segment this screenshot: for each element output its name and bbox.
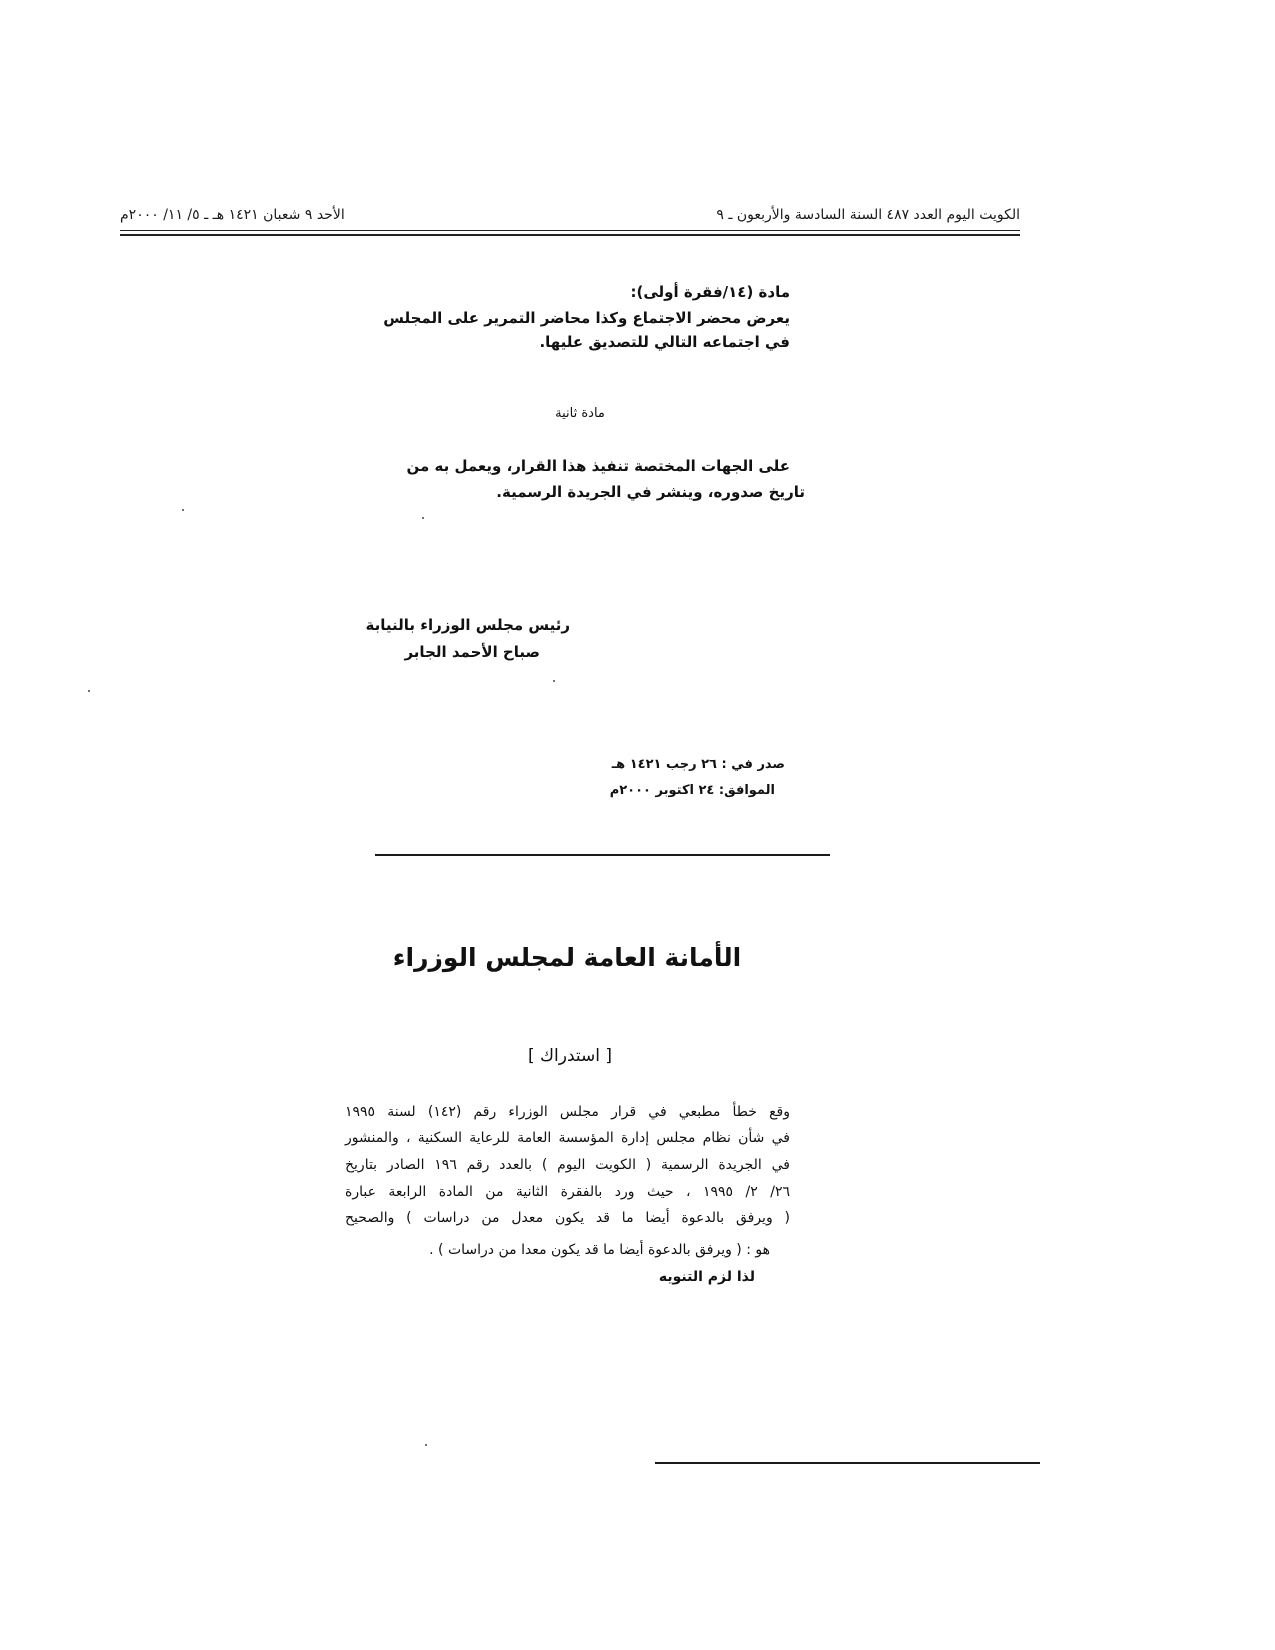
- issued-hijri-date: صدر في : ٢٦ رجب ١٤٢١ هـ: [611, 757, 785, 772]
- issued-gregorian-date: الموافق: ٢٤ اكتوبر ٢٠٠٠م: [609, 783, 775, 798]
- scan-speck: [182, 509, 184, 511]
- correction-line: وقع خطأ مطبعي في قرار مجلس الوزراء رقم (١٤٢) لسنة ١٩٩٥: [345, 1104, 790, 1120]
- article-two-heading: مادة ثانية: [555, 406, 605, 421]
- header-date: الأحد ٩ شعبان ١٤٢١ هـ ـ ٥/ ١١/ ٢٠٠٠م: [120, 207, 345, 223]
- correction-line: ٢٦/ ٢/ ١٩٩٥ ، حيث ورد بالفقرة الثانية من المادة الرابعة عبارة: [345, 1184, 790, 1200]
- scan-speck: [422, 517, 424, 519]
- header-rule: [120, 230, 1020, 236]
- article-two-line: على الجهات المختصة تنفيذ هذا القرار، ويعمل به من: [406, 457, 790, 475]
- article-one-line: يعرض محضر الاجتماع وكذا محاضر التمرير على المجلس: [383, 309, 790, 327]
- correction-line: ( ويرفق بالدعوة أيضا ما قد يكون معدل من دراسات ) والصحيح: [345, 1210, 790, 1226]
- header-issue: الكويت اليوم العدد ٤٨٧ السنة السادسة والأربعون ـ ٩: [716, 207, 1020, 223]
- scan-speck: [425, 1444, 427, 1446]
- correction-heading: [ استدراك ]: [527, 1046, 613, 1066]
- bottom-rule: [655, 1462, 1040, 1464]
- scan-speck: [553, 680, 555, 682]
- signature-title: رئيس مجلس الوزراء بالنيابة: [365, 616, 570, 634]
- article-one-line: في اجتماعه التالي للتصديق عليها.: [539, 333, 790, 351]
- correction-line: في الجريدة الرسمية ( الكويت اليوم ) بالعدد رقم ١٩٦ الصادر بتاريخ: [345, 1157, 790, 1173]
- section-divider: [375, 854, 830, 856]
- article-two-line: تاريخ صدوره، وينشر في الجريدة الرسمية.: [496, 483, 805, 501]
- article-one-heading: مادة (١٤/فقرة أولى):: [630, 283, 790, 301]
- correction-corrected-text: هو : ( ويرفق بالدعوة أيضا ما قد يكون معدا من دراسات ) .: [429, 1242, 770, 1258]
- correction-closing: لذا لزم التنويه: [658, 1269, 755, 1285]
- scan-speck: [88, 690, 90, 692]
- signature-name: صباح الأحمد الجابر: [404, 643, 540, 661]
- section-authority-title: الأمانة العامة لمجلس الوزراء: [392, 943, 742, 972]
- correction-line: في شأن نظام مجلس إدارة المؤسسة العامة للرعاية السكنية ، والمنشور: [345, 1130, 790, 1146]
